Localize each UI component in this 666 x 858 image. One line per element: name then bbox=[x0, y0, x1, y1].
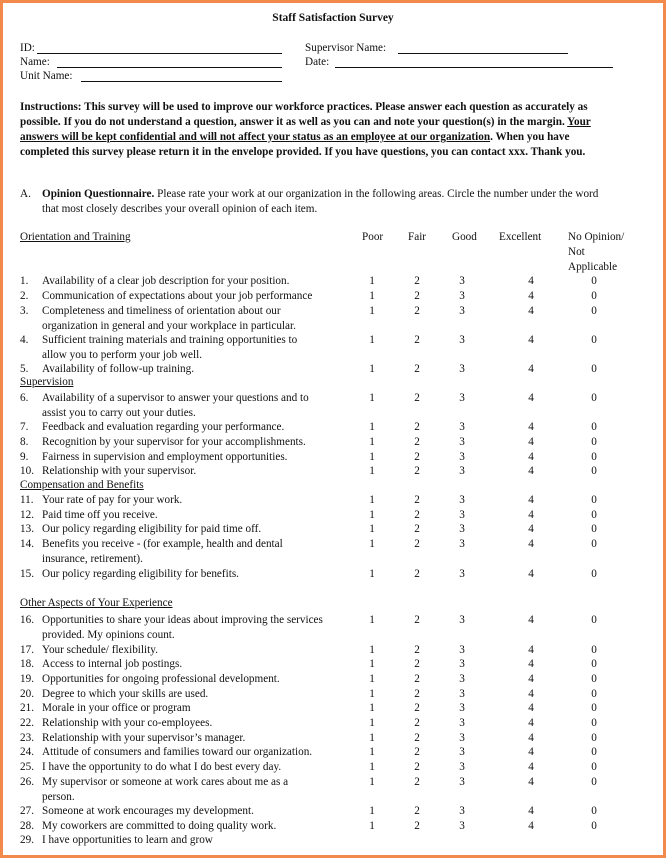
rating-option[interactable]: 1 bbox=[369, 776, 375, 788]
section-supervision: Supervision bbox=[20, 376, 74, 388]
question-text: Communication of expectations about your job performance bbox=[42, 290, 313, 302]
rating-option[interactable]: 0 bbox=[591, 509, 597, 521]
rating-option[interactable]: 1 bbox=[369, 421, 375, 433]
rating-option[interactable]: 0 bbox=[591, 363, 597, 375]
question-number: 17. bbox=[20, 644, 34, 656]
rating-option[interactable]: 4 bbox=[528, 805, 534, 817]
question-number: 7. bbox=[20, 421, 29, 433]
question-text-continued: insurance, retirement). bbox=[42, 552, 143, 565]
rating-option[interactable]: 4 bbox=[528, 776, 534, 788]
rating-option[interactable]: 1 bbox=[369, 392, 375, 404]
rating-option[interactable]: 2 bbox=[414, 334, 420, 346]
rating-option[interactable]: 0 bbox=[591, 451, 597, 463]
rating-option[interactable]: 4 bbox=[528, 644, 534, 656]
rating-option[interactable]: 4 bbox=[528, 614, 534, 626]
rating-option[interactable]: 4 bbox=[528, 523, 534, 535]
rating-option[interactable]: 1 bbox=[369, 465, 375, 477]
rating-option[interactable]: 0 bbox=[591, 290, 597, 302]
rating-option[interactable]: 2 bbox=[414, 732, 420, 744]
question-text: My coworkers are committed to doing quality work. bbox=[42, 820, 277, 832]
rating-option[interactable]: 2 bbox=[414, 776, 420, 788]
rating-option[interactable]: 1 bbox=[369, 805, 375, 817]
question-text-continued: organization in general and your workplace in particular. bbox=[42, 319, 296, 332]
question-number: 6. bbox=[20, 392, 29, 404]
rating-option[interactable]: 3 bbox=[459, 614, 465, 626]
rating-option[interactable]: 2 bbox=[414, 392, 420, 404]
column-applicable: Applicable bbox=[568, 261, 618, 273]
question-number: 28. bbox=[20, 820, 34, 832]
rating-option[interactable]: 0 bbox=[591, 644, 597, 656]
unit-name-label: Unit Name: bbox=[20, 70, 73, 82]
rating-option[interactable]: 1 bbox=[369, 363, 375, 375]
question-text: Degree to which your skills are used. bbox=[42, 688, 209, 700]
question-number: 10. bbox=[20, 465, 34, 477]
rating-option[interactable]: 3 bbox=[459, 644, 465, 656]
question-number: 15. bbox=[20, 568, 34, 580]
rating-option[interactable]: 4 bbox=[528, 538, 534, 550]
question-text: Your rate of pay for your work. bbox=[42, 494, 183, 506]
question-number: 19. bbox=[20, 673, 34, 685]
question-number: 26. bbox=[20, 776, 34, 788]
question-text: Feedback and evaluation regarding your performance. bbox=[42, 421, 285, 433]
question-text: Access to internal job postings. bbox=[42, 658, 183, 670]
question-number: 16. bbox=[20, 614, 34, 626]
name-label: Name: bbox=[20, 56, 50, 68]
rating-option[interactable]: 3 bbox=[459, 451, 465, 463]
rating-option[interactable]: 3 bbox=[459, 820, 465, 832]
rating-option[interactable]: 2 bbox=[414, 673, 420, 685]
question-number: 1. bbox=[20, 275, 29, 287]
rating-option[interactable]: 4 bbox=[528, 509, 534, 521]
rating-option[interactable]: 0 bbox=[591, 305, 597, 317]
rating-option[interactable]: 0 bbox=[591, 465, 597, 477]
supervisor-name-label: Supervisor Name: bbox=[305, 42, 387, 54]
question-number: 27. bbox=[20, 805, 34, 817]
rating-option[interactable]: 4 bbox=[528, 421, 534, 433]
rating-option[interactable]: 4 bbox=[528, 688, 534, 700]
rating-option[interactable]: 3 bbox=[459, 538, 465, 550]
question-text-continued: provided. My opinions count. bbox=[42, 628, 175, 641]
rating-option[interactable]: 1 bbox=[369, 732, 375, 744]
question-number: 9. bbox=[20, 451, 29, 463]
rating-option[interactable]: 0 bbox=[591, 568, 597, 580]
rating-option[interactable]: 2 bbox=[414, 523, 420, 535]
rating-option[interactable]: 3 bbox=[459, 688, 465, 700]
rating-option[interactable]: 2 bbox=[414, 465, 420, 477]
rating-option[interactable]: 1 bbox=[369, 436, 375, 448]
rating-option[interactable]: 3 bbox=[459, 421, 465, 433]
question-text: Availability of follow-up training. bbox=[42, 363, 195, 375]
rating-option[interactable]: 4 bbox=[528, 436, 534, 448]
id-field[interactable] bbox=[37, 53, 282, 54]
rating-option[interactable]: 3 bbox=[459, 363, 465, 375]
rating-option[interactable]: 0 bbox=[591, 688, 597, 700]
rating-option[interactable]: 3 bbox=[459, 761, 465, 773]
question-text: I have the opportunity to do what I do best every day. bbox=[42, 761, 282, 773]
section-other: Other Aspects of Your Experience bbox=[20, 597, 173, 609]
rating-option[interactable]: 3 bbox=[459, 275, 465, 287]
page-title: Staff Satisfaction Survey bbox=[272, 12, 394, 24]
question-number: 23. bbox=[20, 732, 34, 744]
rating-option[interactable]: 0 bbox=[591, 538, 597, 550]
rating-option[interactable]: 0 bbox=[591, 702, 597, 714]
rating-option[interactable]: 2 bbox=[414, 644, 420, 656]
question-number: 8. bbox=[20, 436, 29, 448]
question-number: 2. bbox=[20, 290, 29, 302]
rating-option[interactable]: 0 bbox=[591, 673, 597, 685]
section-compensation: Compensation and Benefits bbox=[20, 479, 144, 491]
question-text-continued: person. bbox=[42, 790, 75, 803]
rating-option[interactable]: 2 bbox=[414, 436, 420, 448]
supervisor-name-field[interactable] bbox=[398, 53, 568, 54]
rating-option[interactable]: 4 bbox=[528, 290, 534, 302]
column-not: Not bbox=[568, 246, 585, 258]
rating-option[interactable]: 2 bbox=[414, 688, 420, 700]
rating-option[interactable]: 1 bbox=[369, 275, 375, 287]
rating-option[interactable]: 1 bbox=[369, 290, 375, 302]
rating-option[interactable]: 2 bbox=[414, 538, 420, 550]
question-text: Relationship with your co-employees. bbox=[42, 717, 213, 729]
rating-option[interactable]: 3 bbox=[459, 658, 465, 670]
question-text: Relationship with your supervisor’s manager. bbox=[42, 732, 246, 744]
instructions bbox=[20, 100, 620, 160]
rating-option[interactable]: 2 bbox=[414, 421, 420, 433]
rating-option[interactable]: 1 bbox=[369, 451, 375, 463]
rating-option[interactable]: 4 bbox=[528, 392, 534, 404]
rating-option[interactable]: 1 bbox=[369, 658, 375, 670]
rating-option[interactable]: 3 bbox=[459, 305, 465, 317]
rating-option[interactable]: 2 bbox=[414, 717, 420, 729]
unit-name-field[interactable] bbox=[81, 81, 282, 82]
rating-option[interactable]: 2 bbox=[414, 658, 420, 670]
rating-option[interactable]: 0 bbox=[591, 820, 597, 832]
question-text: Completeness and timeliness of orientation about our bbox=[42, 305, 281, 317]
rating-option[interactable]: 4 bbox=[528, 451, 534, 463]
question-text: Opportunities to share your ideas about improving the services bbox=[42, 614, 323, 626]
question-text: Benefits you receive - (for example, health and dental bbox=[42, 538, 283, 550]
rating-option[interactable]: 4 bbox=[528, 658, 534, 670]
question-number: 14. bbox=[20, 538, 34, 550]
rating-option[interactable]: 0 bbox=[591, 761, 597, 773]
rating-option[interactable]: 1 bbox=[369, 568, 375, 580]
rating-option[interactable]: 1 bbox=[369, 717, 375, 729]
rating-option[interactable]: 3 bbox=[459, 392, 465, 404]
rating-option[interactable]: 4 bbox=[528, 465, 534, 477]
section-letter: A. bbox=[20, 188, 31, 200]
rating-option[interactable]: 3 bbox=[459, 702, 465, 714]
rating-option[interactable]: 1 bbox=[369, 688, 375, 700]
instructions-text: Instructions: This survey will be used to improve our workforce practices. Please answer each question as accurately as possible. If you do not understand a question, answer it as well as you can and note your question(s) in the margin. bbox=[20, 101, 588, 128]
rating-option[interactable]: 2 bbox=[414, 494, 420, 506]
id-label: ID: bbox=[20, 42, 35, 54]
column-excellent: Excellent bbox=[499, 231, 542, 243]
rating-option[interactable]: 0 bbox=[591, 776, 597, 788]
rating-option[interactable]: 1 bbox=[369, 702, 375, 714]
question-text: My supervisor or someone at work cares about me as a bbox=[42, 776, 289, 788]
rating-option[interactable]: 1 bbox=[369, 523, 375, 535]
question-text: Availability of a clear job description for your position. bbox=[42, 275, 290, 287]
question-text: Sufficient training materials and training opportunities to bbox=[42, 334, 298, 346]
rating-option[interactable]: 0 bbox=[591, 658, 597, 670]
question-text: Availability of a supervisor to answer your questions and to bbox=[42, 392, 309, 404]
question-number: 21. bbox=[20, 702, 34, 714]
rating-option[interactable]: 4 bbox=[528, 275, 534, 287]
rating-option[interactable]: 3 bbox=[459, 746, 465, 758]
rating-option[interactable]: 0 bbox=[591, 392, 597, 404]
rating-option[interactable]: 0 bbox=[591, 614, 597, 626]
rating-option[interactable]: 4 bbox=[528, 305, 534, 317]
column-good: Good bbox=[452, 231, 477, 243]
rating-option[interactable]: 4 bbox=[528, 746, 534, 758]
rating-option[interactable]: 1 bbox=[369, 494, 375, 506]
rating-option[interactable]: 0 bbox=[591, 805, 597, 817]
rating-option[interactable]: 3 bbox=[459, 805, 465, 817]
rating-option[interactable]: 2 bbox=[414, 702, 420, 714]
rating-option[interactable]: 4 bbox=[528, 717, 534, 729]
rating-option[interactable]: 2 bbox=[414, 614, 420, 626]
rating-option[interactable]: 0 bbox=[591, 523, 597, 535]
rating-option[interactable]: 1 bbox=[369, 509, 375, 521]
rating-option[interactable]: 3 bbox=[459, 290, 465, 302]
rating-option[interactable]: 3 bbox=[459, 334, 465, 346]
rating-option[interactable]: 3 bbox=[459, 568, 465, 580]
rating-option[interactable]: 3 bbox=[459, 717, 465, 729]
confidentiality-note: Your answers will be kept confidential and will not affect your status as an employee at our organization bbox=[20, 116, 591, 143]
question-number: 25. bbox=[20, 761, 34, 773]
rating-option[interactable]: 4 bbox=[528, 820, 534, 832]
column-no-opinion: No Opinion/ bbox=[568, 231, 625, 243]
question-text-continued: allow you to perform your job well. bbox=[42, 348, 203, 361]
question-text: Your schedule/ flexibility. bbox=[42, 644, 158, 656]
rating-option[interactable]: 0 bbox=[591, 494, 597, 506]
rating-option[interactable]: 1 bbox=[369, 614, 375, 626]
rating-option[interactable]: 2 bbox=[414, 363, 420, 375]
question-text: Our policy regarding eligibility for paid time off. bbox=[42, 523, 262, 535]
question-number: 24. bbox=[20, 746, 34, 758]
rating-option[interactable]: 4 bbox=[528, 568, 534, 580]
rating-option[interactable]: 2 bbox=[414, 746, 420, 758]
question-text: Morale in your office or program bbox=[42, 702, 191, 714]
rating-option[interactable]: 1 bbox=[369, 644, 375, 656]
date-label: Date: bbox=[305, 56, 330, 68]
question-text: Relationship with your supervisor. bbox=[42, 465, 197, 477]
rating-option[interactable]: 3 bbox=[459, 494, 465, 506]
question-number: 18. bbox=[20, 658, 34, 670]
name-field[interactable] bbox=[57, 67, 282, 68]
rating-option[interactable]: 1 bbox=[369, 538, 375, 550]
rating-option[interactable]: 3 bbox=[459, 776, 465, 788]
question-text: Someone at work encourages my development. bbox=[42, 805, 254, 817]
rating-option[interactable]: 0 bbox=[591, 732, 597, 744]
question-text: I have opportunities to learn and grow bbox=[42, 834, 213, 846]
rating-option[interactable]: 1 bbox=[369, 761, 375, 773]
column-poor: Poor bbox=[362, 231, 384, 243]
section-a-heading: Opinion Questionnaire. bbox=[42, 188, 155, 200]
rating-option[interactable]: 4 bbox=[528, 334, 534, 346]
rating-option[interactable]: 2 bbox=[414, 305, 420, 317]
rating-option[interactable]: 2 bbox=[414, 290, 420, 302]
question-number: 20. bbox=[20, 688, 34, 700]
rating-option[interactable]: 3 bbox=[459, 465, 465, 477]
rating-option[interactable]: 2 bbox=[414, 275, 420, 287]
question-number: 3. bbox=[20, 305, 29, 317]
question-text: Fairness in supervision and employment opportunities. bbox=[42, 451, 288, 463]
question-number: 12. bbox=[20, 509, 34, 521]
question-number: 4. bbox=[20, 334, 29, 346]
date-field[interactable] bbox=[335, 67, 613, 68]
rating-option[interactable]: 2 bbox=[414, 761, 420, 773]
question-number: 22. bbox=[20, 717, 34, 729]
rating-option[interactable]: 4 bbox=[528, 761, 534, 773]
question-number: 5. bbox=[20, 363, 29, 375]
question-text: Our policy regarding eligibility for benefits. bbox=[42, 568, 239, 580]
rating-option[interactable]: 0 bbox=[591, 334, 597, 346]
rating-option[interactable]: 3 bbox=[459, 673, 465, 685]
rating-option[interactable]: 4 bbox=[528, 673, 534, 685]
rating-option[interactable]: 2 bbox=[414, 509, 420, 521]
rating-option[interactable]: 0 bbox=[591, 421, 597, 433]
instructions-text-end: . When you have completed this survey please return it in the envelope provided. If you have questions, you can contact xxx. Thank you. bbox=[20, 131, 586, 158]
rating-option[interactable]: 0 bbox=[591, 275, 597, 287]
question-text: Opportunities for ongoing professional development. bbox=[42, 673, 280, 685]
rating-option[interactable]: 1 bbox=[369, 746, 375, 758]
rating-option[interactable]: 1 bbox=[369, 820, 375, 832]
rating-option[interactable]: 2 bbox=[414, 568, 420, 580]
question-number: 29. bbox=[20, 834, 34, 846]
rating-option[interactable]: 3 bbox=[459, 509, 465, 521]
rating-option[interactable]: 0 bbox=[591, 436, 597, 448]
rating-option[interactable]: 2 bbox=[414, 451, 420, 463]
question-number: 13. bbox=[20, 523, 34, 535]
question-text: Paid time off you receive. bbox=[42, 509, 158, 521]
rating-option[interactable]: 4 bbox=[528, 363, 534, 375]
rating-option[interactable]: 2 bbox=[414, 820, 420, 832]
rating-option[interactable]: 1 bbox=[369, 305, 375, 317]
rating-option[interactable]: 3 bbox=[459, 436, 465, 448]
rating-option[interactable]: 1 bbox=[369, 334, 375, 346]
question-text: Recognition by your supervisor for your accomplishments. bbox=[42, 436, 306, 448]
rating-option[interactable]: 2 bbox=[414, 805, 420, 817]
section-a-text: Please rate your work at our organization in the following areas. Circle the number under the word that most closely describes your overall opinion of each item. bbox=[42, 188, 599, 215]
rating-option[interactable]: 4 bbox=[528, 494, 534, 506]
section-orientation: Orientation and Training bbox=[20, 231, 131, 243]
rating-option[interactable]: 4 bbox=[528, 732, 534, 744]
question-text: Attitude of consumers and families toward our organization. bbox=[42, 746, 313, 758]
rating-option[interactable]: 1 bbox=[369, 673, 375, 685]
rating-option[interactable]: 3 bbox=[459, 732, 465, 744]
rating-option[interactable]: 0 bbox=[591, 717, 597, 729]
rating-option[interactable]: 4 bbox=[528, 702, 534, 714]
question-number: 11. bbox=[20, 494, 34, 506]
rating-option[interactable]: 0 bbox=[591, 746, 597, 758]
column-fair: Fair bbox=[408, 231, 427, 243]
question-text-continued: assist you to carry out your duties. bbox=[42, 406, 196, 419]
rating-option[interactable]: 3 bbox=[459, 523, 465, 535]
section-a-intro bbox=[42, 187, 602, 217]
